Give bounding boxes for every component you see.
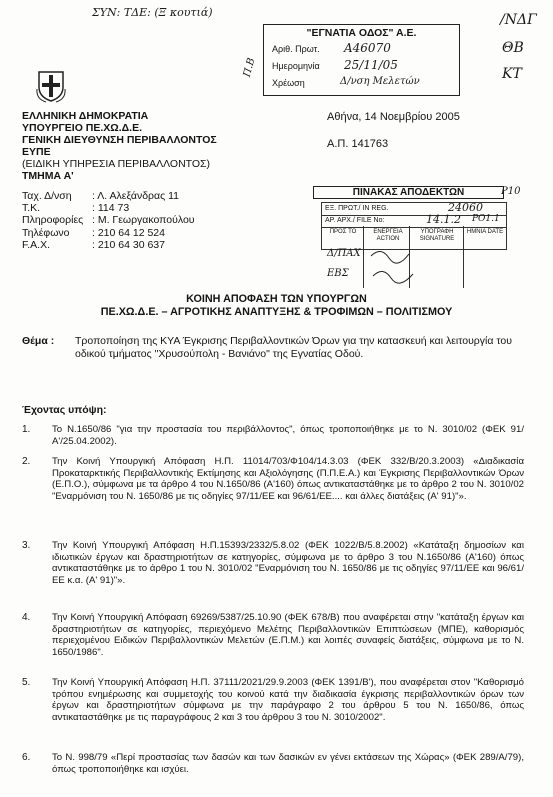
- header-line: ΕΥΠΕ: [22, 146, 51, 158]
- receipt-value: 25/11/05: [344, 58, 398, 72]
- routing-row: ΕΒΣ: [327, 268, 349, 279]
- recipients-title: ΠΙΝΑΚΑΣ ΑΠΟΔΕΚΤΩΝ: [313, 186, 504, 199]
- receipt-value: Δ/νση Μελετών: [340, 76, 420, 87]
- header-line: ΓΕΝΙΚΗ ΔΙΕΥΘΥΝΣΗ ΠΕΡΙΒΑΛΛΟΝΤΟΣ: [22, 134, 217, 146]
- header-line: (ΕΙΔΙΚΗ ΥΠΗΡΕΣΙΑ ΠΕΡΙΒΑΛΛΟΝΤΟΣ): [22, 158, 211, 170]
- receipt-stamp-company: "ΕΓΝΑΤΙΑ ΟΔΟΣ" Α.Ε.: [306, 27, 417, 39]
- receipt-row: [272, 76, 420, 88]
- item-text: Το Ν. 998/79 «Περί προστασίας των δασών και των δασικών εν γένει εκτάσεων της Χώρας» (ΦΕΚ 289/Α/79), όπως τροποποιήθηκε και ισχύει.: [52, 752, 524, 775]
- contact-label: Τηλέφωνο: [22, 226, 70, 239]
- routing-signature-marks: [369, 244, 449, 284]
- document-date: Αθήνα, 14 Νοεμβρίου 2005: [327, 111, 460, 123]
- contact-row: [22, 190, 195, 202]
- contact-row: [22, 239, 195, 251]
- receipt-row: [272, 41, 391, 55]
- file-value: 14.1.2: [426, 213, 461, 226]
- contact-value: : 210 64 12 524: [92, 226, 165, 239]
- item-number: 4.: [22, 612, 31, 623]
- prot-label: ΕΞ. ΠΡΩΤ./ IN REG.: [325, 205, 389, 212]
- margin-signature: Π.Β: [241, 56, 258, 79]
- handwritten-note-top: ΣΥΝ: ΤΔΕ: (Ξ κουτιά): [92, 6, 213, 19]
- document-protocol: Α.Π. 141763: [327, 138, 389, 150]
- item-text: Το Ν.1650/86 "για την προστασία του περιβάλλοντος", όπως τροποποιήθηκε με το Ν. 3010/02 (ΦΕΚ 91/Α'/25.04.2002).: [52, 424, 524, 447]
- considering-heading: Έχοντας υπόψη:: [22, 404, 107, 416]
- col-header: ΥΠΟΓΡΑΦΗ SIGNATURE: [419, 229, 455, 242]
- ministry-header: [22, 110, 217, 182]
- recipients-stamp: [313, 186, 521, 288]
- contact-label: Ταχ. Δ/νση: [22, 190, 72, 202]
- handwritten-initials-2: ΘΒ: [502, 40, 524, 56]
- prot-value: 24060: [448, 201, 483, 214]
- col-header: ΕΝΕΡΓΕΙΑ ACTION: [373, 229, 403, 242]
- handwritten-initials-3: ΚΤ: [502, 66, 522, 82]
- coat-of-arms-emblem: [36, 69, 66, 103]
- subject-label: Θέμα :: [22, 335, 55, 347]
- subject-text: Τροποποίηση της ΚΥΑ Έγκρισης Περιβαλλοντικών Όρων για την κατασκευή και λειτουργία του οδικού τμήματος "Χρυσούπολη - Βανιάνο" της Εγνατίας Οδού.: [75, 335, 512, 360]
- header-line: ΕΛΛΗΝΙΚΗ ΔΗΜΟΚΡΑΤΙΑ: [22, 110, 149, 122]
- item-text: Την Κοινή Υπουργική Απόφαση Η.Π.15393/2332/5.8.02 (ΦΕΚ 1022/Β/5.8.2002) «Κατάταξη δημοσίων και ιδιωτικών έργων και δραστηριοτήτων σε κατηγορίες, σύμφωνα με το άρθρο 3 του Ν.1650/86 (Α'160) όπως αντικαταστάθηκε με το άρθρο 1 του Ν. 3010/02 "Εναρμόνιση του Ν. 1650/86 με τις οδηγίες 97/11/ΕΕ και 96/61/ΕΕ κ.α. (Α' 91)"».: [52, 540, 524, 586]
- contact-row: [22, 214, 195, 226]
- receipt-label: Ημερομηνία: [272, 61, 320, 71]
- decision-title-line1: ΚΟΙΝΗ ΑΠΟΦΑΣΗ ΤΩΝ ΥΠΟΥΡΓΩΝ: [186, 293, 367, 305]
- receipt-label: Αριθ. Πρωτ.: [272, 44, 320, 54]
- item-text: Την Κοινή Υπουργική Απόφαση Η.Π. 11014/703/Φ104/14.3.03 (ΦΕΚ 332/Β/20.3.2003) «Διαδικασία Προκαταρκτικής Περιβαλλοντικής Εκτίμησης και Αξιολόγησης (Π.Π.Ε.Α.) και Έγκρισης Περιβαλλοντικών Όρων (Ε.Π.Ο.), σύμφωνα με τα άρθρο 4 του Ν.1650/86 (Α'160) όπως αντικαταστάθηκε με το άρθρο 2 του Ν. 3010/02 "Εναρμόνιση του Ν. 1650/86 με τις οδηγίες 97/11/ΕΕ και 96/61/ΕΕ.... και άλλες διατάξεις (Α' 91)"».: [52, 456, 524, 502]
- item-text: Την Κοινή Υπουργική Απόφαση Η.Π. 37111/2021/29.9.2003 (ΦΕΚ 1391/Β'), που αναφέρεται στον "Καθορισμό τρόπου ενημέρωσης και συμμετοχής του κοινού κατά την διαδικασία έγκρισης περιβαλλοντικών όρων των έργων και δραστηριοτήτων σύμφωνα με την παράγραφο 2 του άρθρου 5 του Ν. 1650/86, όπως αντικαταστάθηκε με τις παραγράφους 2 και 3 του άρθρου 3 του Ν. 3010/2002".: [52, 677, 524, 723]
- receipt-label: Χρέωση: [272, 78, 305, 88]
- item-number: 6.: [22, 752, 31, 763]
- item-number: 1.: [22, 424, 31, 435]
- routing-row: Δ/ΠΑΧ: [327, 248, 361, 259]
- item-text: Την Κοινή Υπουργική Απόφαση 69269/5387/25.10.90 (ΦΕΚ 678/Β) που αναφέρεται στην "κατάταξη έργων και δραστηριοτήτων σε κατηγορίες, περιεχόμενο Μελέτης Περιβαλλοντικών Επιπτώσεων (ΜΠΕ), καθορισμός περιεχομένου Ειδικών Περιβαλλοντικών Μελετών (Ε.Π.Μ.) και λοιπές συναφείς διατάξεις, σύμφωνα με το Ν. 1650/1986".: [52, 612, 524, 658]
- contact-label: F.A.X.: [22, 238, 51, 251]
- item-number: 5.: [22, 677, 31, 688]
- contact-value: : 114 73: [92, 202, 130, 215]
- decision-title-line2: ΠΕ.ΧΩ.Δ.Ε. – ΑΓΡΟΤΙΚΗΣ ΑΝΑΠΤΥΞΗΣ & ΤΡΟΦΙΜΩΝ – ΠΟΛΙΤΙΣΜΟΥ: [100, 306, 453, 318]
- receipt-row: [272, 58, 398, 72]
- contact-details: [22, 190, 195, 251]
- item-number: 2.: [22, 456, 31, 467]
- recipients-grid: [321, 202, 507, 250]
- recipients-corner-note: Ρ10: [501, 186, 521, 197]
- contact-value: : 210 64 30 637: [92, 238, 165, 251]
- contact-row: [22, 227, 195, 239]
- contact-row: [22, 202, 195, 214]
- col-header: ΗΜΝΙΑ DATE: [466, 229, 504, 235]
- contact-value: : Μ. Γεωργακοπούλου: [92, 214, 195, 227]
- contact-value: : Λ. Αλεξάνδρας 11: [92, 190, 179, 202]
- receipt-value: Α46070: [344, 41, 391, 55]
- header-line: ΤΜΗΜΑ Α': [22, 170, 74, 182]
- contact-label: Τ.Κ.: [22, 202, 41, 215]
- item-number: 3.: [22, 540, 31, 551]
- file-label: ΑΡ. ΑΡΧ./ FILE No:: [325, 217, 385, 224]
- file-extra: ΡΟ1.1: [472, 214, 500, 224]
- col-header: ΠΡΟΣ TO: [329, 229, 357, 235]
- receipt-stamp: [263, 24, 460, 96]
- header-line: ΥΠΟΥΡΓΕΙΟ ΠΕ.ΧΩ.Δ.Ε.: [22, 122, 143, 134]
- contact-label: Πληροφορίες: [22, 214, 84, 227]
- handwritten-initials-1: /ΝΔΓ: [500, 12, 537, 28]
